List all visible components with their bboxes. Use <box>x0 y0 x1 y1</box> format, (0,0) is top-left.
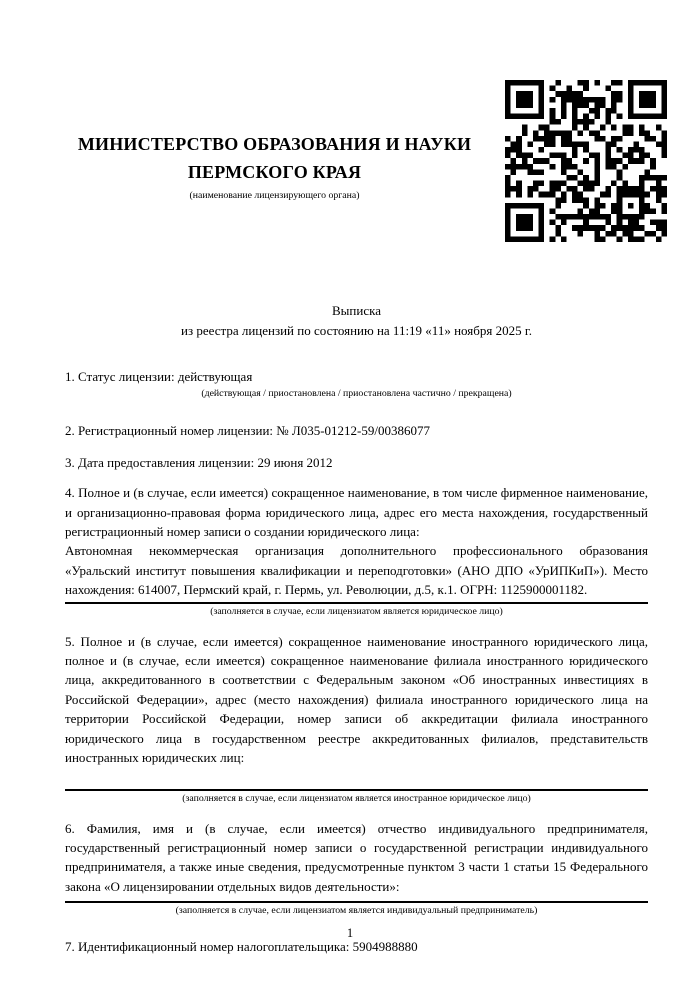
page-number: 1 <box>346 926 354 940</box>
license-registration-number-line: 2. Регистрационный номер лицензии: № Л035-01212-59/00386077 <box>65 423 431 439</box>
license-grant-date-line: 3. Дата предоставления лицензии: 29 июня 2012 <box>65 454 333 470</box>
document-title <box>65 301 648 340</box>
foreign-entity-clause-label: 5. Полное и (в случае, если имеется) сокращенное наименование иностранного юридического лица, полное и (в случае, если имеется) сокращенное наименование филиала иностранного юридического лица, аккредитованного в соответствии с Федеральным законом «Об иностранных инвестициях в Российской Федерации», адрес (место нахождения) филиала иностранного юридического лица на территории Российской Федерации, номер записи об аккредитации филиала иностранного юридического лица в государственном реестре аккредитованных филиалов, представительств иностранных юридических лиц: <box>65 633 648 766</box>
qr-code-graphic <box>505 80 667 242</box>
licensing-authority-caption: (наименование лицензирующего органа) <box>189 190 360 201</box>
entrepreneur-fill-rule <box>65 901 648 903</box>
licensing-authority-block <box>62 130 487 202</box>
taxpayer-id-line: 7. Идентификационный номер налогоплательщика: 5904988880 <box>65 939 418 955</box>
ministry-name-line2: ПЕРМСКОГО КРАЯ <box>187 162 362 182</box>
license-status-line: 1. Статус лицензии: действующая <box>65 369 253 384</box>
license-status-options-caption: (действующая / приостановлена / приостановлена частично / прекращена) <box>201 388 512 400</box>
ministry-name-line1: МИНИСТЕРСТВО ОБРАЗОВАНИЯ И НАУКИ <box>77 134 472 154</box>
legal-entity-clause-value: Автономная некоммерческая организация дополнительного профессионального образования «Уральский институт повышения квалификации и переподготовки» (АНО ДПО «УрИПКиП»). Место нахождения: 614007, Пермский край, г. Пермь, ул. Революции, д.5, к.1. ОГРН: 1125900001182. <box>65 543 648 598</box>
legal-entity-clause-label: 4. Полное и (в случае, если имеется) сокращенное наименование, в том числе фирменное наименование, и организационно-правовая форма юридического лица, адрес его места нахождения, государственный регистрационный номер записи о создании юридического лица: <box>65 485 648 540</box>
legal-entity-caption: (заполняется в случае, если лицензиатом является юридическое лицо) <box>210 605 503 617</box>
qr-code-icon <box>505 80 667 242</box>
entrepreneur-clause-label: 6. Фамилия, имя и (в случае, если имеется) отчество индивидуального предпринимателя, государственный регистрационный номер записи о государственной регистрации индивидуального предпринимателя, а также иные сведения, предусмотренные пунктом 3 части 1 статьи 15 Федерального закона «О лицензировании отдельных видов деятельности»: <box>65 820 648 894</box>
document-body <box>65 367 648 957</box>
foreign-entity-fill-rule <box>65 789 648 791</box>
entrepreneur-caption: (заполняется в случае, если лицензиатом является индивидуальный предприниматель) <box>175 905 538 917</box>
document-title-line2: из реестра лицензий по состоянию на 11:19 «11» ноября 2025 г. <box>181 322 532 338</box>
foreign-entity-caption: (заполняется в случае, если лицензиатом является иностранное юридическое лицо) <box>182 792 531 804</box>
legal-entity-fill-rule <box>65 602 648 604</box>
document-title-line1: Выписка <box>332 303 381 318</box>
